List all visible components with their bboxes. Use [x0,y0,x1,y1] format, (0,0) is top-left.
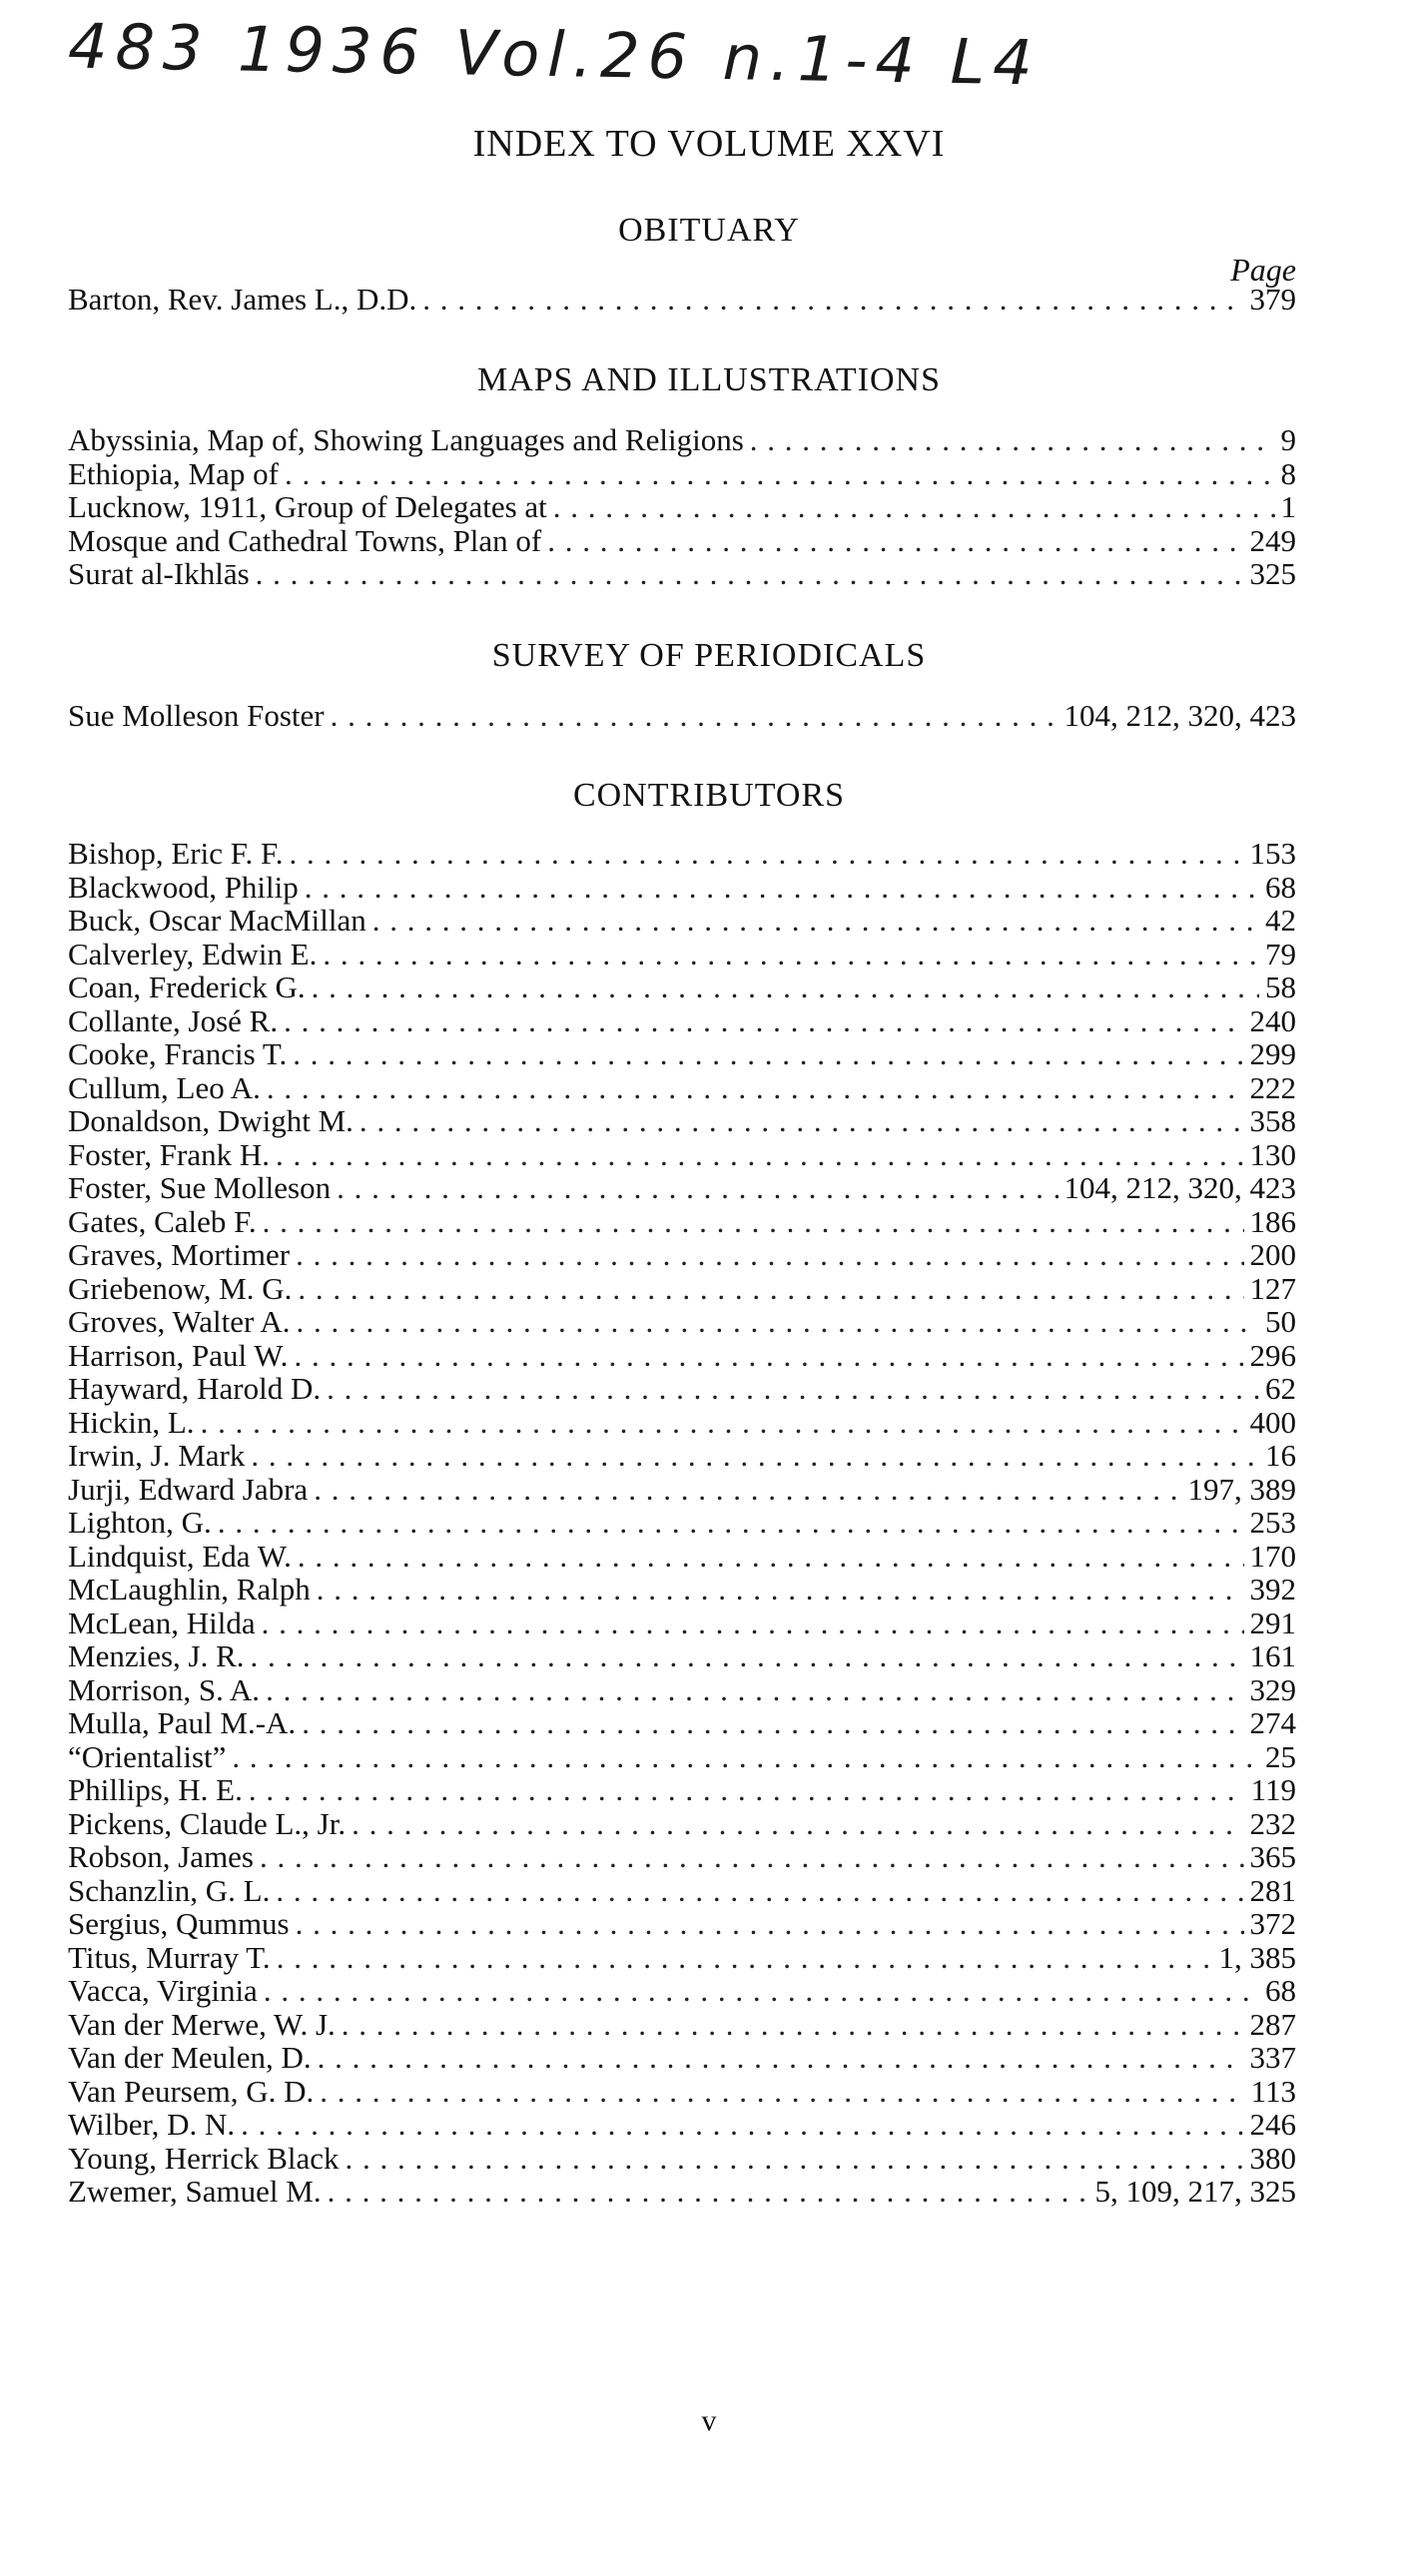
dot-leader [331,699,1059,733]
entry-name: Coan, Frederick G. [68,969,306,1004]
entry-pages: 365 [1249,1839,1296,1874]
contributors-heading: CONTRIBUTORS [572,777,846,814]
index-entry [68,1238,1296,1272]
index-entry [68,1104,1296,1138]
entry-pages: 379 [1249,282,1296,317]
dot-leader [290,837,1244,871]
entry-name: Griebenow, M. G. [68,1270,293,1306]
index-entry [68,1205,1296,1239]
dot-leader [241,2108,1243,2142]
entry-name: Zwemer, Samuel M. [68,2174,322,2209]
dot-leader [251,1439,1259,1473]
entry-pages: 50 [1265,1304,1296,1339]
index-entry [68,1138,1296,1172]
dot-leader [266,1673,1243,1707]
entry-pages: 299 [1249,1036,1296,1071]
page-folio: v [701,2404,717,2437]
entry-name: Calverley, Edwin E. [68,936,318,971]
entry-pages: 200 [1249,1237,1296,1272]
entry-name: Harrison, Paul W. [68,1337,289,1373]
index-entry [68,1506,1296,1540]
survey-heading: SURVEY OF PERIODICALS [491,637,927,674]
dot-leader [298,1540,1244,1574]
entry-pages: 113 [1250,2073,1296,2109]
entry-name: Phillips, H. E. [68,1772,243,1807]
entry-name: McLean, Hilda [68,1605,256,1640]
dot-leader [249,1773,1245,1807]
entry-name: Abyssinia, Map of, Showing Languages and Religions [68,422,744,457]
dot-leader [314,1473,1181,1507]
index-entry [68,457,1296,491]
dot-leader [296,1238,1243,1272]
index-entry [68,1272,1296,1306]
entry-pages: 337 [1249,2040,1296,2075]
index-entry [68,1773,1296,1807]
dot-leader [337,1171,1058,1205]
entry-name: Cooke, Francis T. [68,1036,288,1071]
index-entry [68,970,1296,1004]
entry-pages: 246 [1249,2107,1296,2142]
entry-name: Donaldson, Dwight M. [68,1103,354,1138]
index-entry [68,1807,1296,1841]
entry-pages: 232 [1249,1805,1296,1841]
entry-name: Lucknow, 1911, Group of Delegates at [68,489,547,524]
entry-name: Groves, Walter A. [68,1304,291,1339]
entry-pages: 5, 109, 217, 325 [1094,2174,1296,2209]
entry-name: Ethiopia, Map of [68,455,279,491]
dot-leader [318,2041,1244,2075]
dot-leader [547,524,1243,558]
entry-name: Hayward, Harold D. [68,1371,322,1406]
entry-pages: 25 [1265,1738,1296,1774]
index-entry [68,1907,1296,1941]
entry-pages: 68 [1265,1973,1296,2008]
entry-name: Titus, Murray T. [68,1939,271,1975]
dot-leader [276,1138,1244,1172]
dot-leader [298,1272,1243,1306]
dot-leader [750,423,1275,457]
entry-name: Blackwood, Philip [68,869,299,905]
index-entry [68,1406,1296,1440]
survey-list [68,699,1296,733]
entry-name: Vacca, Virginia [68,1973,258,2008]
dot-leader [302,1706,1243,1740]
dot-leader [327,1372,1259,1406]
dot-leader [260,1840,1244,1874]
index-entry [68,1740,1296,1774]
entry-name: Sue Molleson Foster [68,698,325,733]
dot-leader [553,490,1275,524]
index-entry [68,1573,1296,1607]
dot-leader [218,1506,1244,1540]
index-entry [68,1840,1296,1874]
index-entry [68,837,1296,871]
index-entry [68,1540,1296,1574]
entry-name: Van Peursem, G. D. [68,2073,315,2109]
entry-name: Hickin, L. [68,1404,195,1440]
index-entry [68,938,1296,971]
entry-name: Bishop, Eric F. F. [68,836,284,871]
index-entry [68,1071,1296,1105]
entry-pages: 153 [1249,836,1296,871]
index-entry [68,2075,1296,2109]
index-entry [68,2008,1296,2042]
entry-name: Mosque and Cathedral Towns, Plan of [68,522,542,558]
entry-pages: 104, 212, 320, 423 [1064,698,1296,733]
entry-pages: 253 [1249,1505,1296,1540]
dot-leader [297,1305,1260,1339]
dot-leader [317,1573,1244,1607]
index-entry [68,557,1296,591]
entry-pages: 325 [1249,556,1296,591]
entry-pages: 127 [1249,1270,1296,1306]
entry-name: Surat al-Ikhlās [68,556,250,591]
entry-pages: 287 [1249,2006,1296,2042]
dot-leader [294,1339,1243,1373]
entry-pages: 222 [1249,1069,1296,1105]
maps-heading: MAPS AND ILLUSTRATIONS [476,361,942,398]
dot-leader [293,1037,1243,1071]
entry-pages: 104, 212, 320, 423 [1064,1170,1296,1205]
entry-pages: 249 [1249,522,1296,558]
entry-pages: 281 [1249,1872,1296,1908]
dot-leader [305,871,1259,905]
index-entry [68,1473,1296,1507]
index-entry [68,1339,1296,1373]
entry-pages: 62 [1265,1371,1296,1406]
entry-pages: 186 [1249,1203,1296,1239]
dot-leader [264,1974,1259,2008]
entry-pages: 392 [1249,1572,1296,1607]
entry-name: “Orientalist” [68,1738,227,1774]
index-entry [68,423,1296,457]
entry-pages: 358 [1249,1103,1296,1138]
dot-leader [267,1071,1244,1105]
entry-pages: 400 [1249,1404,1296,1440]
entry-name: Lindquist, Eda W. [68,1538,292,1574]
dot-leader [342,2008,1244,2042]
index-entry [68,1941,1296,1975]
dot-leader [296,1907,1244,1941]
entry-name: Jurji, Edward Jabra [68,1471,309,1507]
entry-pages: 296 [1249,1337,1296,1373]
entry-name: Buck, Oscar MacMillan [68,903,366,938]
dot-leader [328,2175,1089,2209]
dot-leader [346,2142,1244,2176]
entry-pages: 79 [1265,936,1296,971]
dot-leader [263,1205,1244,1239]
dot-leader [352,1807,1243,1841]
entry-pages: 197, 389 [1187,1471,1296,1507]
entry-pages: 329 [1249,1671,1296,1707]
entry-name: Irwin, J. Mark [68,1438,246,1473]
entry-name: Foster, Sue Molleson [68,1170,332,1205]
dot-leader [372,904,1259,938]
entry-pages: 119 [1250,1772,1296,1807]
dot-leader [251,1639,1244,1673]
entry-pages: 161 [1249,1638,1296,1673]
entry-name: Morrison, S. A. [68,1671,261,1707]
index-entry [68,699,1296,733]
entry-pages: 130 [1249,1136,1296,1172]
index-entry [68,1037,1296,1071]
index-entry [68,2041,1296,2075]
entry-name: Gates, Caleb F. [68,1203,257,1239]
entry-name: Schanzlin, G. L. [68,1872,271,1908]
dot-leader [277,1941,1213,1975]
entry-name: Graves, Mortimer [68,1237,291,1272]
entry-name: Barton, Rev. James L., D.D. [68,282,417,317]
entry-name: Pickens, Claude L., Jr. [68,1805,347,1841]
entry-pages: 274 [1249,1705,1296,1740]
entry-name: Foster, Frank H. [68,1136,270,1172]
index-entry [68,871,1296,905]
index-entry [68,1439,1296,1473]
dot-leader [232,1740,1259,1774]
entry-pages: 170 [1249,1538,1296,1574]
dot-leader [201,1406,1244,1440]
entry-name: Van der Merwe, W. J. [68,2006,336,2042]
index-entry [68,1305,1296,1339]
index-entry [68,524,1296,558]
index-entry [68,1639,1296,1673]
entry-pages: 58 [1265,969,1296,1004]
index-entry [68,490,1296,524]
entry-name: Cullum, Leo A. [68,1069,261,1105]
index-entry [68,2142,1296,2176]
entry-pages: 8 [1280,455,1296,491]
index-entry [68,1607,1296,1640]
dot-leader [323,938,1259,971]
entry-name: Wilber, D. N. [68,2107,236,2142]
entry-pages: 9 [1280,422,1296,457]
dot-leader [262,1607,1244,1640]
index-entry [68,2108,1296,2142]
dot-leader [359,1104,1244,1138]
page-title: INDEX TO VOLUME XXVI [472,123,946,165]
index-entry [68,1706,1296,1740]
entry-pages: 68 [1265,869,1296,905]
entry-name: Collante, José R. [68,1002,279,1038]
entry-name: Lighton, G. [68,1505,212,1540]
dot-leader [422,283,1243,317]
index-entry [68,1372,1296,1406]
index-entry [68,283,1296,317]
entry-name: McLaughlin, Ralph [68,1572,311,1607]
dot-leader [312,970,1259,1004]
contributors-list [68,837,1296,2209]
dot-leader [284,1004,1243,1038]
index-entry [68,2175,1296,2209]
obituary-list [68,283,1296,317]
entry-name: Menzies, J. R. [68,1638,245,1673]
entry-name: Van der Meulen, D. [68,2040,312,2075]
entry-name: Mulla, Paul M.-A. [68,1705,297,1740]
index-entry [68,904,1296,938]
obituary-heading: OBITUARY [618,212,800,249]
entry-name: Young, Herrick Black [68,2140,340,2176]
entry-pages: 16 [1265,1438,1296,1473]
index-entry [68,1673,1296,1707]
dot-leader [320,2075,1244,2109]
index-entry [68,1004,1296,1038]
entry-pages: 1, 385 [1218,1939,1296,1975]
entry-pages: 240 [1249,1002,1296,1038]
index-entry [68,1974,1296,2008]
entry-name: Sergius, Qummus [68,1906,290,1941]
dot-leader [276,1874,1243,1908]
page-column-label: Page [1230,252,1296,288]
dot-leader [285,457,1275,491]
maps-list [68,423,1296,591]
entry-pages: 372 [1249,1906,1296,1941]
handwritten-call-number: 483 1936 Vol.26 n.1-4 L4 [67,9,1042,100]
entry-pages: 291 [1249,1605,1296,1640]
index-entry [68,1874,1296,1908]
entry-name: Robson, James [68,1839,254,1874]
entry-pages: 42 [1265,903,1296,938]
index-entry [68,1171,1296,1205]
dot-leader [256,557,1244,591]
entry-pages: 380 [1249,2140,1296,2176]
entry-pages: 1 [1280,489,1296,524]
